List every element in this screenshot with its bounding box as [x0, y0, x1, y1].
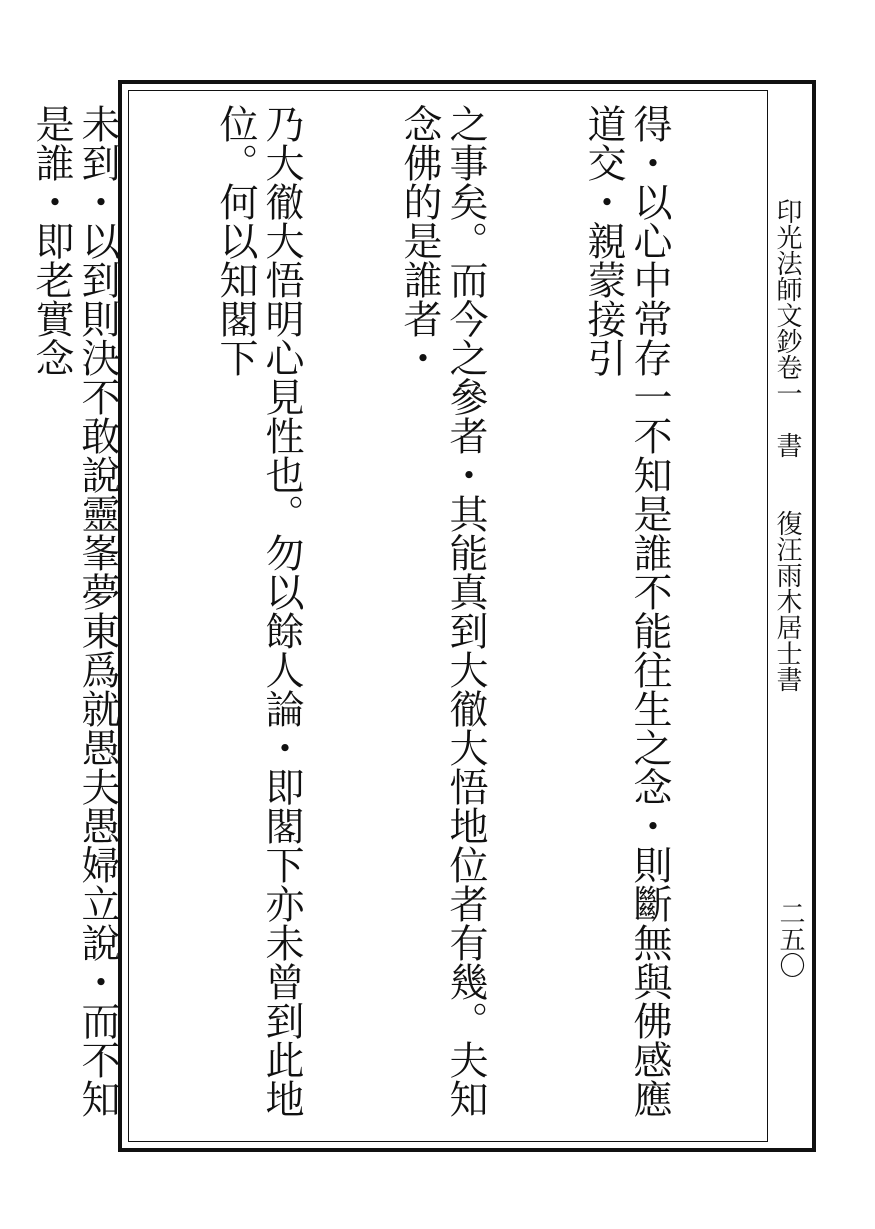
- text-column: 之事矣。而今之參者・其能真到大徹大悟地位者有幾。夫知念佛的是誰者・: [397, 104, 488, 1118]
- running-head-title: 印光法師文鈔卷一 書 復汪雨木居士書: [772, 198, 802, 692]
- text-column: 未到・以到則決不敢說靈峯夢東爲就愚夫愚婦立說・而不知是誰・即老實念: [29, 104, 120, 1118]
- text-column: 乃大徹大悟明心見性也。勿以餘人論・即閣下亦未曾到此地位。何以知閣下: [213, 104, 304, 1118]
- body-text: [29, 104, 764, 1134]
- page-number: 二五〇: [775, 900, 805, 978]
- text-column: 得・以心中常存一不知是誰不能往生之念・則斷無與佛感應道交・親蒙接引: [581, 104, 672, 1118]
